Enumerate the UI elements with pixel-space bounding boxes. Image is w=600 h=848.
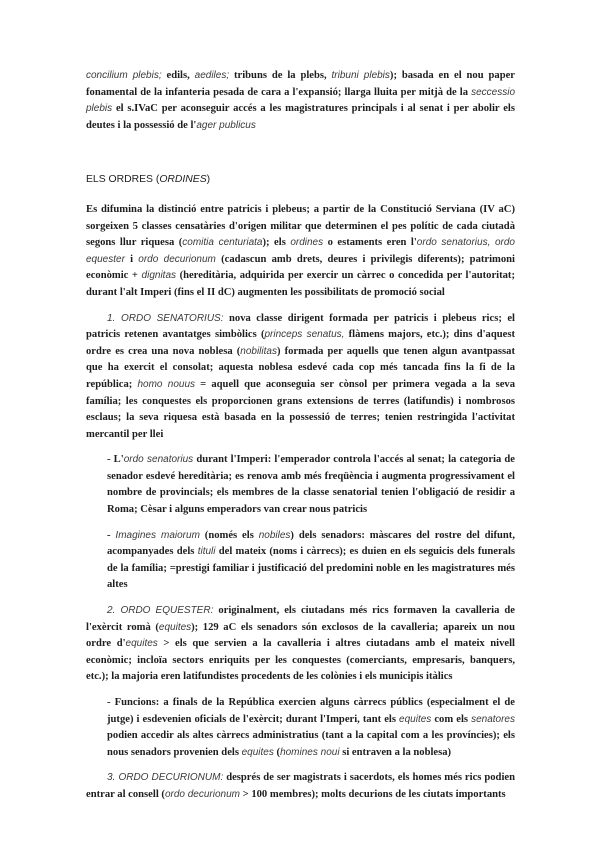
text-run: = aquell que aconseguia ser cònsol per primera vegada a la seva família; les conquestes els proporcionen grans extensions de terres (latifundis) i nombrosos esclaus; la seva riquesa està basada en la possessió de terres; tenien restringida l'activitat mercantil per llei xyxy=(86,378,516,440)
text-run: ELS ORDRES ( xyxy=(86,174,160,186)
text-run: ) formada per aquells que tenen algun avantpassat que ha exercit el consolat; aquesta noblesa esdevé cada cop més tancada fins la fi de la república; xyxy=(86,345,515,390)
italic-text: equites xyxy=(241,746,274,758)
italic-text: ordo decurionum xyxy=(164,788,240,800)
text-run: durant l'Imperi: l'emperador controla l'accés al senat; la categoria de senador esdevé hereditària; es renova amb més freqüència i augmenta progressivament el nombre de provincials; els membres de la classe senatorial tenien l'obligació de residir a Roma; Cèsar i alguns emperadors van crear nous patricis xyxy=(107,454,516,516)
italic-text: princeps senatus, xyxy=(264,329,345,341)
document-page xyxy=(86,68,515,804)
text-run: podien accedir als altes càrrecs administratius (tant a la capital com a les províncies); els nous senadors provenien dels xyxy=(107,730,515,758)
text-run: ); 129 aC els senadors són exclosos de la cavalleria; apareix un nou ordre d' xyxy=(86,621,515,650)
paragraph xyxy=(86,311,515,444)
italic-text: ordo decurionum xyxy=(138,253,216,265)
italic-text: homo nouus xyxy=(137,378,196,390)
text-run: si entraven a la noblesa) xyxy=(339,746,452,758)
italic-text: equites xyxy=(158,621,192,633)
paragraph xyxy=(86,770,515,803)
section-heading xyxy=(86,172,515,189)
text-run: nova classe dirigent formada per patricis i plebeus rics; el patricis retenen avantatges simbòlics ( xyxy=(86,312,516,341)
italic-text: 1. ORDO SENATORIUS: xyxy=(107,312,224,324)
bullet-paragraph xyxy=(107,528,515,594)
text-run: - xyxy=(107,529,116,541)
italic-text: nobiles xyxy=(258,529,291,541)
bullet-paragraph xyxy=(107,452,515,518)
text-run: edils, xyxy=(161,70,195,81)
italic-text: seccessio plebis xyxy=(86,86,515,115)
italic-text: ordines xyxy=(290,237,324,249)
text-run: o estaments eren l' xyxy=(323,237,417,249)
text-run: flàmens majors, etc.); dins d'aquest ordre es crea una nova noblesa ( xyxy=(86,329,515,357)
bullet-paragraph xyxy=(107,695,515,761)
italic-text: equites xyxy=(399,713,432,725)
italic-text: comitia centuriata xyxy=(182,237,263,249)
italic-text: ORDINES xyxy=(159,174,207,186)
italic-text: concilium plebis; xyxy=(86,70,162,81)
italic-text: equites xyxy=(125,638,158,650)
text-run: tribuns de la plebs, xyxy=(229,70,332,81)
paragraph xyxy=(86,68,515,134)
text-run: ); basada en el nou paper fonamental de la infanteria pesada de cara a l'expansió; llarga lluita per mitjà de la xyxy=(86,70,515,98)
text-run: (hereditària, adquirida per exercir un càrrec o concedida per l'autoritat; durant l'alt Imperi (fins el II dC) augmenten les possibilitats de promoció social xyxy=(86,270,515,298)
paragraph xyxy=(86,202,515,302)
text-run: i xyxy=(124,253,139,265)
text-run: > 100 membres); molts decurions de les ciutats importants xyxy=(240,788,506,800)
text-run: - L' xyxy=(107,454,124,466)
text-run: ) xyxy=(206,174,211,186)
text-run: originalment, els ciutadans més rics formaven la cavalleria de l'exèrcit romà ( xyxy=(86,605,515,633)
text-run: com els xyxy=(431,713,472,725)
italic-text: senatores xyxy=(471,713,515,725)
italic-text: Imagines maiorum xyxy=(115,529,200,541)
italic-text: ordo senatorius xyxy=(123,454,194,466)
text-run: ); els xyxy=(262,237,291,249)
italic-text: ager publicus xyxy=(196,119,256,131)
text-run: el s.IVaC per aconseguir accés a les magistratures principals i al senat i per abolir els deutes i la possessió de l' xyxy=(86,103,515,131)
text-run: després de ser magistrats i sacerdots, els homes més rics podien entrar al consell ( xyxy=(86,772,515,800)
italic-text: ordo senatorius, ordo equester xyxy=(86,237,515,265)
text-run: ( xyxy=(273,746,281,758)
paragraph xyxy=(86,603,515,686)
italic-text: tribuni plebis xyxy=(331,70,390,81)
text-run: - Funcions: a finals de la República exercien alguns càrrecs públics (especialment el de jutge) i esdevenien oficials de l'exèrcit; durant l'Imperi, tant els xyxy=(107,697,515,725)
italic-text: 2. ORDO EQUESTER: xyxy=(107,605,214,617)
italic-text: homines noui xyxy=(280,746,340,758)
text-run: > els que servien a la cavalleria i altres ciutadans amb el mateix nivell econòmic; incloïa sectors enriquits per les conquestes (comerciants, empresaris, banquers, etc.); la majoria eren latifundistes procedents de les colònies i els municipis itàlics xyxy=(86,638,515,683)
italic-text: aediles; xyxy=(194,70,230,81)
italic-text: dignitas xyxy=(141,270,176,282)
text-run: (cadascun amb drets, deures i privilegis diferents); patrimoni econòmic + xyxy=(86,253,516,282)
text-run: Es difumina la distinció entre patricis i plebeus; a partir de la Constitució Serviana (IV aC) sorgeixen 5 classes censatàries d'origen militar que determinen el pes polític de cada ciutadà segons llur riquesa ( xyxy=(86,203,515,249)
text-run: del mateix (noms i càrrecs); es duien en els seguicis dels funerals de la família; =prestigi familiar i justificació del predomini noble en les magistratures més altes xyxy=(107,546,516,591)
italic-text: 3. ORDO DECURIONUM: xyxy=(107,772,224,784)
text-run: (només els xyxy=(199,529,259,541)
text-run: ) dels senadors: màscares del rostre del difunt, acompanyades dels xyxy=(107,529,515,558)
italic-text: tituli xyxy=(197,546,216,558)
italic-text: nobilitas xyxy=(240,345,277,357)
